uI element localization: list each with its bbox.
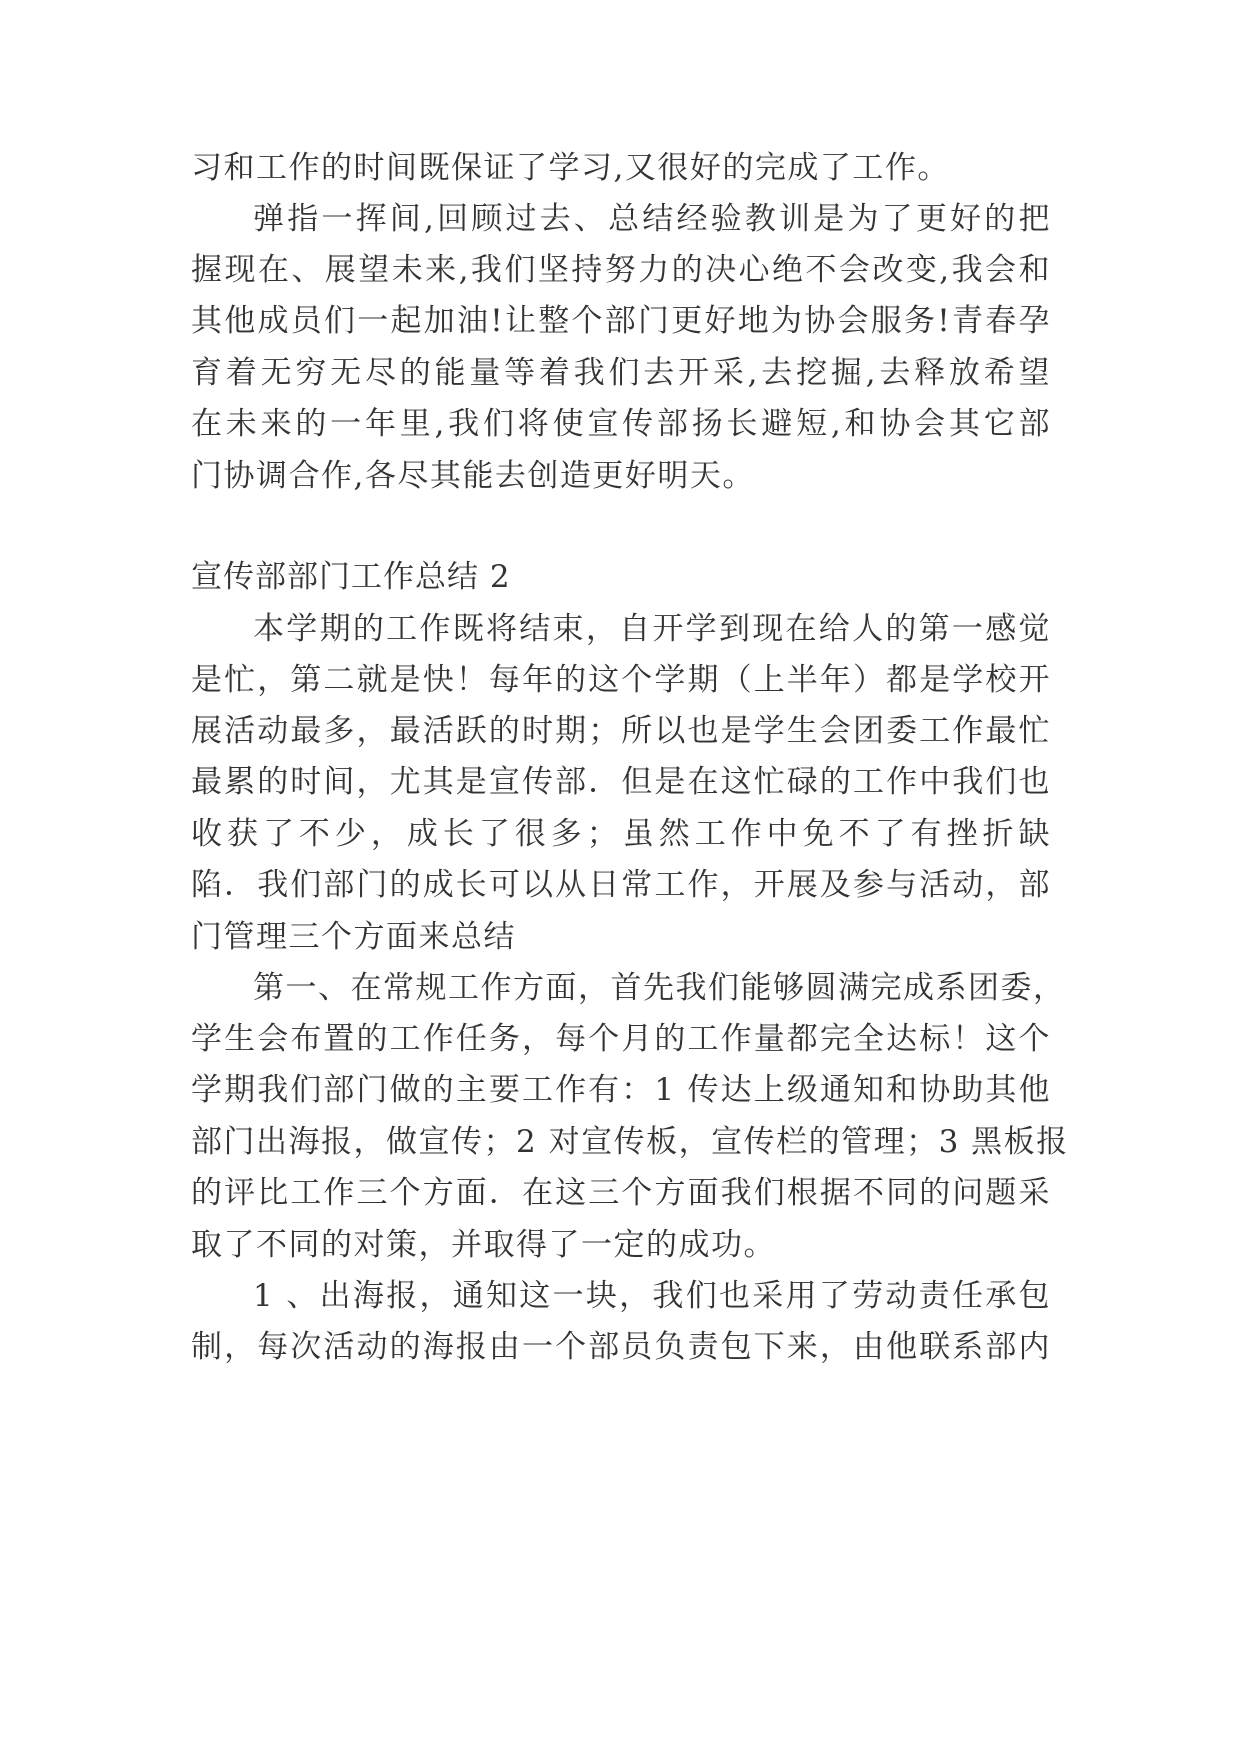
paragraph-line: 1 、出海报，通知这一块，我们也采用了劳动责任承包 [253,1278,1051,1314]
paragraph-line: 展活动最多，最活跃的时期；所以也是学生会团委工作最忙 [191,713,1051,749]
paragraph-line: 最累的时间，尤其是宣传部．但是在这忙碌的工作中我们也 [191,764,1051,800]
paragraph-line: 习和工作的时间既保证了学习,又很好的完成了工作。 [191,150,950,186]
paragraph-line: 学生会布置的工作任务，每个月的工作量都完全达标！这个 [191,1021,1051,1057]
paragraph-line: 在未来的一年里,我们将使宣传部扬长避短,和协会其它部 [191,406,1051,442]
paragraph-line: 是忙，第二就是快！每年的这个学期（上半年）都是学校开 [191,662,1051,698]
paragraph-line: 本学期的工作既将结束，自开学到现在给人的第一感觉 [253,611,1051,647]
paragraph-line: 育着无穷无尽的能量等着我们去开采,去挖掘,去释放希望 [191,355,1051,391]
paragraph-line: 握现在、展望未来,我们坚持努力的决心绝不会改变,我会和 [191,252,1051,288]
paragraph-line: 弹指一挥间,回顾过去、总结经验教训是为了更好的把 [253,201,1051,237]
section-heading: 宣传部部门工作总结 2 [191,559,511,595]
paragraph-line: 制，每次活动的海报由一个部员负责包下来，由他联系部内 [191,1329,1051,1365]
paragraph-line: 学期我们部门做的主要工作有：1 传达上级通知和协助其他 [191,1072,1051,1108]
paragraph-line: 其他成员们一起加油!让整个部门更好地为协会服务!青春孕 [191,303,1051,339]
paragraph-line: 第一、在常规工作方面，首先我们能够圆满完成系团委， [253,970,1066,1006]
paragraph-line: 陷．我们部门的成长可以从日常工作，开展及参与活动，部 [191,867,1051,903]
paragraph-line: 的评比工作三个方面．在这三个方面我们根据不同的问题采 [191,1175,1051,1211]
paragraph-line: 部门出海报，做宣传；2 对宣传板，宣传栏的管理；3 黑板报 [191,1124,1069,1160]
paragraph-line: 门管理三个方面来总结 [191,919,516,955]
paragraph-line: 收获了不少，成长了很多；虽然工作中免不了有挫折缺 [191,816,1051,852]
paragraph-line: 门协调合作,各尽其能去创造更好明天。 [191,458,755,494]
paragraph-line: 取了不同的对策，并取得了一定的成功。 [191,1227,776,1263]
